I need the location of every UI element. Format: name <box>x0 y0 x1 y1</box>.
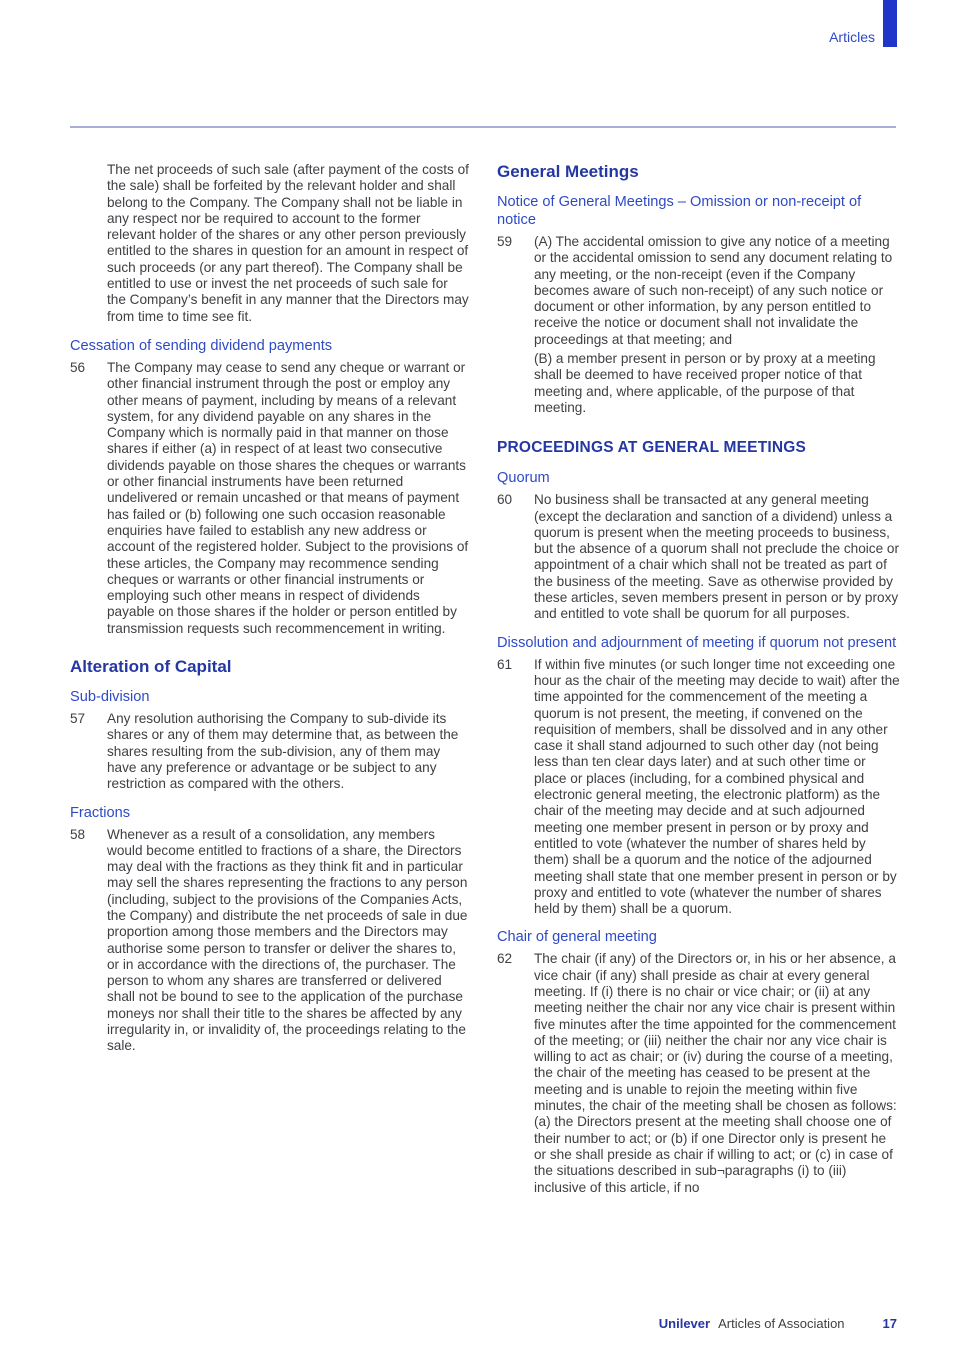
heading-alteration-of-capital: Alteration of Capital <box>70 657 232 677</box>
header-section-label: Articles <box>829 29 875 45</box>
article-item-58 <box>70 827 470 1055</box>
heading-notice-of-general-meetings: Notice of General Meetings – Omission or non-receipt of notice <box>497 194 862 228</box>
heading-proceedings-at-general-meetings: PROCEEDINGS AT GENERAL MEETINGS <box>497 439 807 457</box>
article-number: 59 <box>497 234 513 249</box>
article-text: Any resolution authorising the Company to sub-divide its shares or any of them may determine that, as between the shares resulting from the sub-division, any of them may have any preference or advantage or be subject to any restriction as compared with the others. <box>107 711 459 792</box>
article-item-61 <box>497 657 900 918</box>
article-number: 60 <box>497 492 513 508</box>
footer-page-number: 17 <box>882 1316 897 1331</box>
article-item-59 <box>497 234 900 416</box>
article-number: 58 <box>70 826 86 842</box>
right-column <box>497 162 900 1204</box>
article-paragraph-a: (A) The accidental omission to give any notice of a meeting or the accidental omission to send any document relating to any meeting, or the non-receipt (even if the Company becomes aware of such non-receipt) of any such notice or document or other information, by any person entitled to receive the notice or document shall not invalidate the proceedings at that meeting; and <box>534 234 893 347</box>
heading-dissolution-and-adjournment: Dissolution and adjournment of meeting if quorum not present <box>497 634 897 651</box>
article-number: 56 <box>70 359 86 375</box>
header-divider <box>70 126 896 128</box>
page-footer <box>659 1316 897 1331</box>
footer-brand: Unilever <box>658 1316 711 1331</box>
article-text: The chair (if any) of the Directors or, in his or her absence, a vice chair (if any) shall preside as chair at every general meeting. If (i) there is no chair or vice chair; or (ii) at any meeting neither the chair nor any vice chair is present within five minutes after the time appointed for the commencement of the meeting; or (iii) neither the chair nor any vice chair is willing to act as chair; or (iv) during the course of a meeting, the chair of the meeting has ceased to be present at the meeting and is unable to rejoin the meeting within five minutes, the chair of the meeting shall be chosen as follows: (a) the Directors present at the meeting shall choose one of their number to act; or (b) if one Director only is present he or she shall preside as chair if willing to act; or (c) in case of the situations described in sub¬paragraphs (i) to (iii) inclusive of this article, if no <box>534 951 897 1195</box>
left-column <box>70 162 470 1063</box>
article-text: Whenever as a result of a consolidation, any members would become entitled to fractions of a share, the Directors may deal with the fractions as they think fit and in particular may sell the shares representing the fractions to any person (including, subject to the provisions of the Companies Acts, the Company) and distribute the net proceeds of sale in due proportion among those members and the Directors may authorise some person to transfer or deliver the shares to, or in accordance with the directions of, the purchaser. The person to whom any shares are transferred or delivered shall not be bound to see to the application of the purchase moneys nor shall their title to the shares be affected by any irregularity in, or invalidity of, the proceedings relating to the sale. <box>107 826 468 1054</box>
heading-general-meetings: General Meetings <box>497 162 639 181</box>
heading-cessation-of-sending-dividend-payments: Cessation of sending dividend payments <box>70 337 333 354</box>
article-number: 57 <box>70 711 86 727</box>
article-number: 62 <box>497 951 513 967</box>
article-item-57 <box>70 711 470 792</box>
article-item-60 <box>497 492 900 622</box>
heading-quorum: Quorum <box>497 470 550 487</box>
article-paragraph-b: (B) a member present in person or by proxy at a meeting shall be deemed to have received proper notice of that meeting and, where applicable, of the purpose of that meeting. <box>534 351 876 415</box>
article-number: 61 <box>497 656 513 672</box>
article-item-56 <box>70 360 470 637</box>
article-text: If within five minutes (or such longer time not exceeding one hour as the chair of the meeting may decide to wait) after the time appointed for the commencement of the meeting a quorum is not present, the meeting, if convened on the requisition of members, shall be dissolved and in any other case it shall stand adjourned to such other day (not being less than ten clear days later) and at such other time or place or places (including, for a combined physical and electronic general meeting, the electronic platform) as the chair of the meeting may decide and at such adjourned meeting one member present in person or by proxy and entitled to vote (whatever the number of shares held by them) shall be a quorum and the notice of the adjourned meeting shall state that one member present in person or by proxy and entitled to vote (whatever the number of shares held by them) shall be a quorum. <box>534 656 900 917</box>
heading-chair-of-general-meeting: Chair of general meeting <box>497 929 657 946</box>
article-item-62 <box>497 951 900 1195</box>
article-text <box>534 234 900 416</box>
heading-sub-division: Sub-division <box>70 689 150 706</box>
article-text: No business shall be transacted at any general meeting (except the declaration and sanction of a dividend) unless a quorum is present when the meeting proceeds to business, but the absence of a quorum shall not preclude the choice or appointment of a chair which shall not be treated as part of the business of the meeting. Save as otherwise provided by these articles, seven members present in person or by proxy and entitled to vote shall be quorum for all purposes. <box>534 492 900 622</box>
footer-doc-title: Articles of Association <box>718 1316 845 1331</box>
continuation-paragraph: The net proceeds of such sale (after payment of the costs of the sale) shall be forfeited by the relevant holder and shall belong to the Company. The Company shall not be liable in any respect nor be required to account to the former relevant holder of the shares or any other person previously entitled to the shares in question for an amount in respect of such proceeds (or any part thereof). The Company shall be entitled to use or invest the net proceeds of such sale for the Company’s benefit in any manner that the Directors may from time to time see fit. <box>107 162 469 324</box>
header-tab-marker <box>883 0 897 47</box>
article-text: The Company may cease to send any cheque or warrant or other financial instrument through the post or employ any other means of payment, including by means of a relevant system, for any dividend payable on any shares in the Company which is normally paid in that manner on those shares if either (a) in respect of at least two consecutive dividends payable on those shares the cheques or warrants or other financial instruments have been returned undelivered or remain uncashed or that means of payment has failed or (b) following one such occasion reasonable enquiries have failed to establish any new address or account of the registered holder. Subject to the provisions of these articles, the Company may recommence sending cheques or warrants or other financial instruments or employing such other means in respect of dividends payable on those shares if the holder or person entitled by transmission requests such recommencement in writing. <box>107 359 469 636</box>
heading-fractions: Fractions <box>70 804 131 821</box>
